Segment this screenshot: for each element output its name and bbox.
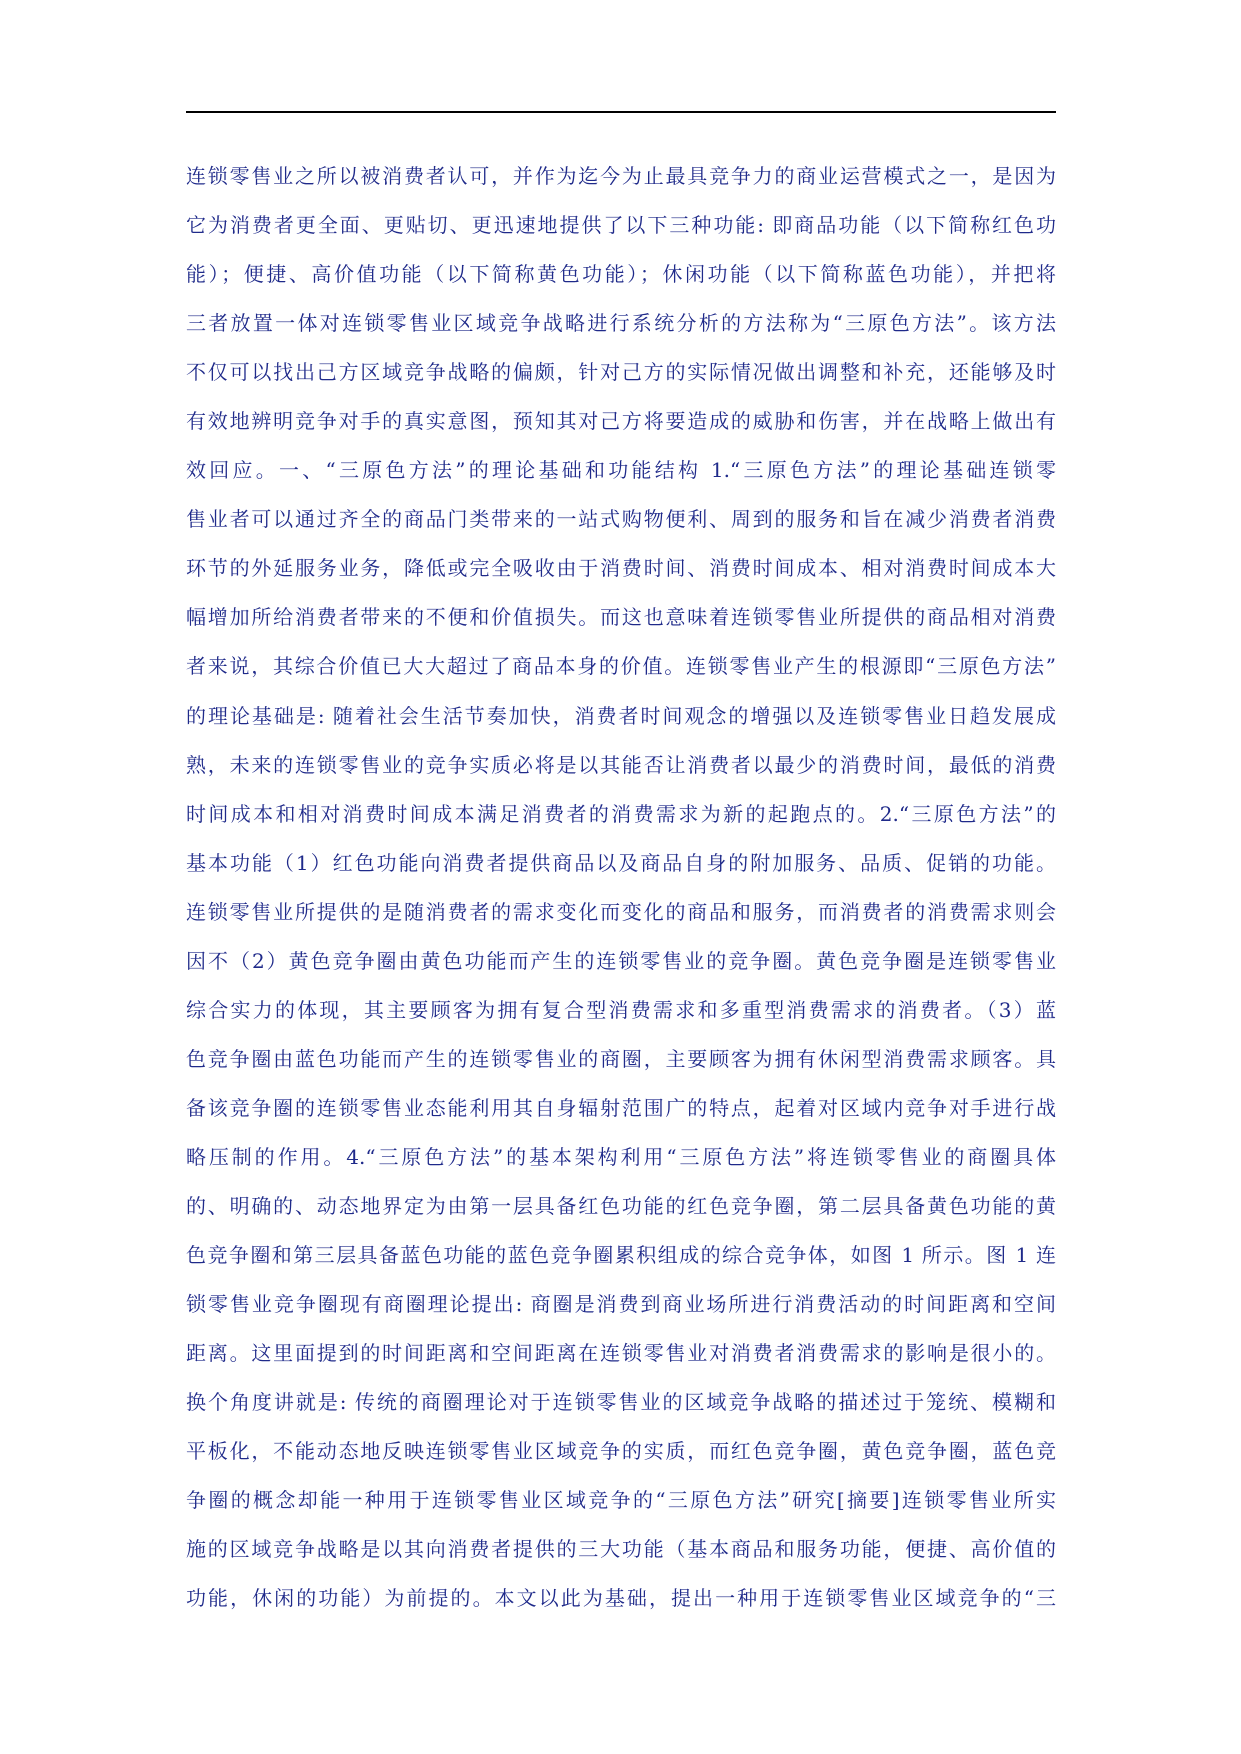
text-line: 争圈的概念却能一种用于连锁零售业区域竞争的“三原色方法”研究[摘要]连锁零售业所实: [186, 1488, 1056, 1513]
text-line: 色竞争圈和第三层具备蓝色功能的蓝色竞争圈累积组成的综合竞争体，如图 1 所示。图 1 连: [186, 1243, 1056, 1268]
text-line: 有效地辨明竞争对手的真实意图，预知其对己方将要造成的威胁和伤害，并在战略上做出有: [186, 409, 1056, 434]
text-line: 三者放置一体对连锁零售业区域竞争战略进行系统分析的方法称为“三原色方法”。该方法: [186, 311, 1056, 336]
text-line: 能）；便捷、高价值功能（以下简称黄色功能）；休闲功能（以下简称蓝色功能），并把将: [186, 262, 1056, 287]
text-line: 色竞争圈由蓝色功能而产生的连锁零售业的商圈，主要顾客为拥有休闲型消费需求顾客。具: [186, 1046, 1056, 1071]
text-line: 功能，休闲的功能）为前提的。本文以此为基础，提出一种用于连锁零售业区域竞争的“三: [186, 1586, 1056, 1611]
text-line: 者来说，其综合价值已大大超过了商品本身的价值。连锁零售业产生的根源即“三原色方法”: [186, 654, 1056, 679]
text-line: 幅增加所给消费者带来的不便和价值损失。而这也意味着连锁零售业所提供的商品相对消费: [186, 605, 1056, 630]
text-line: 时间成本和相对消费时间成本满足消费者的消费需求为新的起跑点的。2.“三原色方法”的: [186, 801, 1056, 826]
text-line: 熟，未来的连锁零售业的竞争实质必将是以其能否让消费者以最少的消费时间，最低的消费: [186, 752, 1056, 777]
text-line: 施的区域竞争战略是以其向消费者提供的三大功能（基本商品和服务功能，便捷、高价值的: [186, 1537, 1056, 1562]
text-line: 锁零售业竞争圈现有商圈理论提出: 商圈是消费到商业场所进行消费活动的时间距离和空间: [186, 1292, 1056, 1317]
text-line: 平板化，不能动态地反映连锁零售业区域竞争的实质，而红色竞争圈，黄色竞争圈，蓝色竞: [186, 1439, 1056, 1464]
text-line: 连锁零售业所提供的是随消费者的需求变化而变化的商品和服务，而消费者的消费需求则会: [186, 899, 1056, 924]
text-line: 因不（2）黄色竞争圈由黄色功能而产生的连锁零售业的竞争圈。黄色竞争圈是连锁零售业: [186, 948, 1056, 973]
text-line: 连锁零售业之所以被消费者认可，并作为迄今为止最具竞争力的商业运营模式之一，是因为: [186, 164, 1056, 188]
text-line: 它为消费者更全面、更贴切、更迅速地提供了以下三种功能: 即商品功能（以下简称红色功: [186, 213, 1056, 238]
text-line: 效回应。一、“三原色方法”的理论基础和功能结构 1.“三原色方法”的理论基础连锁零: [186, 458, 1056, 483]
text-line: 的理论基础是: 随着社会生活节奏加快，消费者时间观念的增强以及连锁零售业日趋发展成: [186, 703, 1056, 728]
text-line: 的、明确的、动态地界定为由第一层具备红色功能的红色竞争圈，第二层具备黄色功能的黄: [186, 1193, 1056, 1218]
header-rule: [186, 111, 1056, 113]
text-line: 综合实力的体现，其主要顾客为拥有复合型消费需求和多重型消费需求的消费者。（3）蓝: [186, 997, 1056, 1022]
body-text: [186, 152, 1056, 1623]
text-line: 售业者可以通过齐全的商品门类带来的一站式购物便利、周到的服务和旨在减少消费者消费: [186, 507, 1056, 532]
text-line: 备该竞争圈的连锁零售业态能利用其自身辐射范围广的特点，起着对区域内竞争对手进行战: [186, 1095, 1056, 1120]
text-line: 换个角度讲就是: 传统的商圈理论对于连锁零售业的区域竞争战略的描述过于笼统、模糊和: [186, 1390, 1056, 1415]
text-line: 基本功能（1）红色功能向消费者提供商品以及商品自身的附加服务、品质、促销的功能。: [186, 850, 1056, 875]
text-line: 不仅可以找出己方区域竞争战略的偏颇，针对己方的实际情况做出调整和补充，还能够及时: [186, 360, 1056, 385]
text-line: 环节的外延服务业务，降低或完全吸收由于消费时间、消费时间成本、相对消费时间成本大: [186, 556, 1056, 581]
text-line: 略压制的作用。4.“三原色方法”的基本架构利用“三原色方法”将连锁零售业的商圈具体: [186, 1144, 1056, 1169]
text-line: 距离。这里面提到的时间距离和空间距离在连锁零售业对消费者消费需求的影响是很小的。: [186, 1341, 1056, 1366]
